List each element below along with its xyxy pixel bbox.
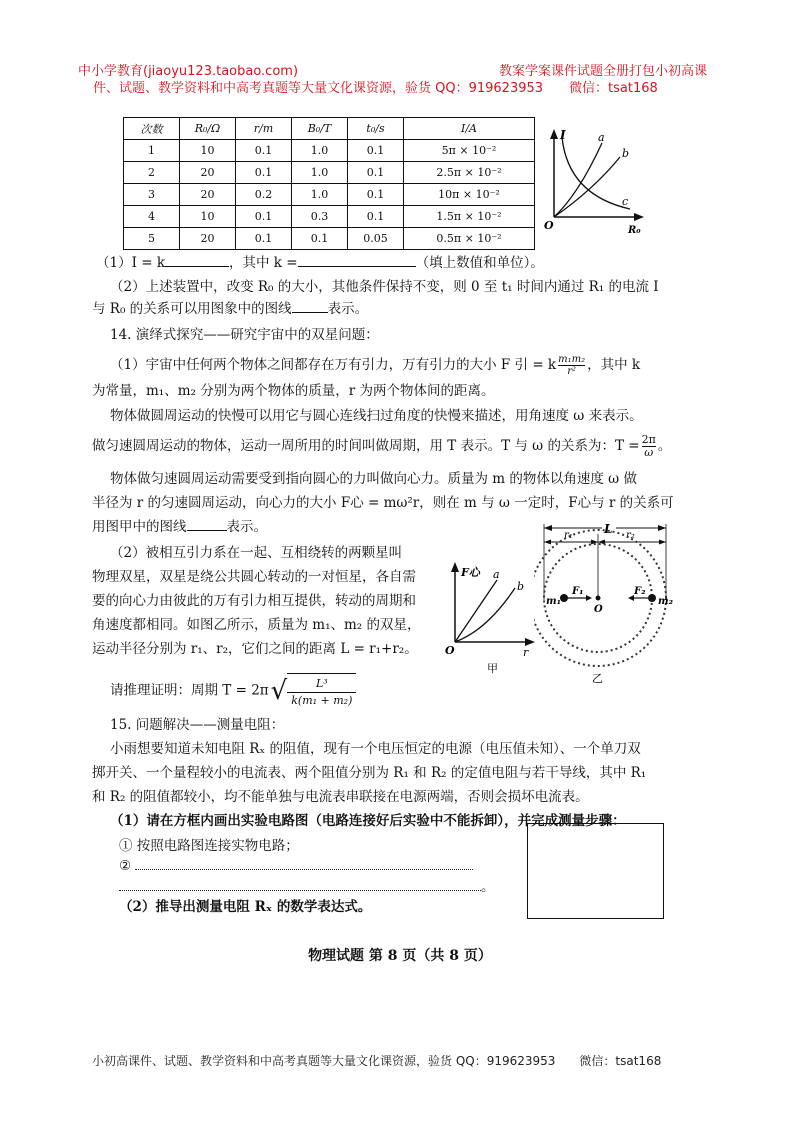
- x-label: R₀: [628, 225, 641, 236]
- table-row: [124, 140, 535, 162]
- q14-title: 14. 演绎式探究——研究宇宙中的双星问题：: [110, 327, 379, 343]
- numerator: m₁m₂: [558, 354, 586, 365]
- header-right: 教案学案课件试题全册打包小初高课: [499, 64, 708, 79]
- text: （1）宇宙中任何两个物体之间都存在万有引力，万有引力的大小 F 引 = k: [110, 357, 557, 373]
- cell: 1.0: [292, 162, 348, 184]
- y-label: I: [560, 128, 566, 142]
- q14-p2: 物体做圆周运动的快慢可以用它与圆心连线扫过角度的快慢来描述，用角速度 ω 来表示。: [110, 408, 643, 424]
- q14-q2-line1: （2）被相互引力系在一起、互相绕转的两颗星叫: [110, 545, 403, 561]
- r2-label: r₂: [626, 530, 635, 541]
- q15-step-2-cont: [119, 878, 495, 896]
- q14-p1: [110, 354, 640, 377]
- denominator: ω: [644, 446, 654, 459]
- text: （填上数值和单位）。: [415, 255, 544, 271]
- q15-p3: 和 R₂ 的阻值都较小，均不能单独与电流表串联接在电源两端，否则会损坏电流表。: [92, 789, 589, 805]
- q13-part1: [96, 254, 544, 272]
- text: 表示。: [226, 519, 267, 535]
- figure-yi: [534, 514, 684, 686]
- line-a: [455, 580, 497, 642]
- text: ，其中 k =: [229, 255, 298, 271]
- cell: 0.3: [292, 206, 348, 228]
- q13-part2-line1: （2）上述装置中，改变 R₀ 的大小，其他条件保持不变，则 0 至 t₁ 时间内通过 R₁ 的电流 I: [110, 279, 659, 295]
- text: 。: [481, 879, 495, 895]
- q14-q2-line2: 物理双星，双星是绕公共圆心转动的一对恒星，各自需: [92, 569, 416, 585]
- cell: 20: [180, 228, 236, 250]
- data-table: [123, 117, 535, 250]
- answer-blank: [292, 312, 328, 313]
- y-label: F心: [461, 566, 480, 579]
- curve-b: [554, 157, 620, 217]
- cell: 0.1: [348, 140, 404, 162]
- star-m1: [560, 594, 568, 602]
- cell: 0.1: [236, 140, 292, 162]
- m1-label: m₁: [546, 596, 561, 607]
- cell: 0.05: [348, 228, 404, 250]
- cell: 5π × 10⁻²: [404, 140, 535, 162]
- q13-part2-line2: [92, 300, 368, 318]
- th: r/m: [236, 118, 292, 140]
- answer-blank: [165, 266, 229, 267]
- cell: 20: [180, 184, 236, 206]
- label-b: b: [622, 147, 630, 160]
- x-label: r: [523, 646, 529, 659]
- cell: 1.0: [292, 184, 348, 206]
- cell: 3: [124, 184, 180, 206]
- text: （1）请在方框内画出实验电路图（电路连接好后实验中不能拆卸），: [110, 813, 518, 829]
- header-line2: 件、试题、教学资料和中高考真题等大量文化课资源，验货 QQ：919623953 微信：tsat168: [93, 81, 658, 96]
- cell: 0.1: [236, 162, 292, 184]
- origin-label: O: [544, 219, 554, 232]
- curve-c: [562, 137, 630, 209]
- q15-p1: 小雨想要知道未知电阻 Rₓ 的阻值，现有一个电压恒定的电源（电压值未知）、一个单刀双: [110, 741, 641, 757]
- th: 次数: [124, 118, 180, 140]
- text: （1）I = k: [96, 255, 165, 271]
- center-point: [596, 596, 601, 601]
- q15-part2: （2）推导出测量电阻 Rₓ 的数学表达式。: [119, 899, 372, 915]
- cell: 2: [124, 162, 180, 184]
- q14-p4: 物体做匀速圆周运动需要受到指向圆心的力叫做向心力。质量为 m 的物体以角速度 ω 做: [110, 471, 637, 487]
- text: 用图甲中的图线: [92, 519, 187, 535]
- numerator: 2π: [641, 433, 656, 446]
- cell: 10π × 10⁻²: [404, 184, 535, 206]
- th: R₀/Ω: [180, 118, 236, 140]
- text: 做匀速圆周运动的物体，运动一周所用的时间叫做周期，用 T 表示。T 与 ω 的关系为：T =: [92, 438, 640, 454]
- text: ②: [119, 858, 132, 874]
- th: B₀/T: [292, 118, 348, 140]
- text: 请推理证明：周期 T = 2π: [110, 682, 269, 699]
- m2-label: m₂: [658, 596, 673, 607]
- q14-p5: 半径为 r 的匀速圆周运动，向心力的大小 F心 = mω²r，则在 m 与 ω 一定时，F心与 r 的关系可: [92, 495, 674, 511]
- cell: 20: [180, 162, 236, 184]
- cell: 0.1: [236, 206, 292, 228]
- table-row: [124, 206, 535, 228]
- cell: 1.0: [292, 140, 348, 162]
- q14-proof: [110, 673, 356, 709]
- cell: 10: [180, 206, 236, 228]
- label-a: a: [598, 131, 605, 144]
- text: 表示。: [327, 301, 369, 317]
- label-c: c: [622, 195, 629, 208]
- q14-p6: [92, 518, 267, 536]
- cell: 0.1: [292, 228, 348, 250]
- label-a: a: [493, 568, 500, 581]
- cell: 0.1: [348, 162, 404, 184]
- answer-blank: [187, 530, 227, 531]
- sqrt-icon: √: [270, 676, 288, 706]
- L-label: L: [604, 522, 613, 536]
- q14-q2-line3: 要的向心力由彼此的万有引力相互提供，转动的周期和: [92, 593, 416, 609]
- denominator: k(m₁ + m₂): [291, 694, 353, 707]
- cell: 0.2: [236, 184, 292, 206]
- table-header-row: [124, 118, 535, 140]
- text: 与 R₀ 的关系可以用图象中的图线: [92, 301, 292, 317]
- q15-title: 15. 问题解决——测量电阻：: [110, 717, 285, 733]
- text: 。: [657, 438, 672, 454]
- q15-p2: 掷开关、一个量程较小的电流表、两个阻值分别为 R₁ 和 R₂ 的定值电阻与若干导线，其中 R₁: [92, 765, 647, 781]
- table-row: [124, 184, 535, 206]
- curve-b: [455, 588, 515, 642]
- th: I/A: [404, 118, 535, 140]
- bottom-ad: 小初高课件、试题、教学资料和中高考真题等大量文化课资源，验货 QQ：919623953 微信：tsat168: [92, 1054, 662, 1068]
- sqrt-expression: [271, 673, 357, 709]
- denominator: r²: [567, 366, 577, 377]
- cell: 1: [124, 140, 180, 162]
- fraction: [558, 354, 585, 377]
- figure-jia: [437, 560, 537, 678]
- F1-label: F₁: [572, 586, 584, 597]
- origin-label: O: [445, 644, 455, 657]
- text: ，其中 k: [587, 357, 641, 373]
- table-row: [124, 228, 535, 250]
- cell: 5: [124, 228, 180, 250]
- answer-line: [135, 869, 473, 870]
- q14-p3: [92, 434, 671, 459]
- cell: 4: [124, 206, 180, 228]
- F2-label: F₂: [634, 586, 646, 597]
- graph-i-r0: [538, 125, 650, 237]
- answer-line: [119, 890, 481, 891]
- q14-q2-line4: 角速度都相同。如图乙所示，质量为 m₁、m₂ 的双星，: [92, 617, 421, 633]
- numerator: L³: [287, 676, 356, 693]
- th: t₀/s: [348, 118, 404, 140]
- answer-blank: [298, 266, 416, 267]
- fraction: [287, 673, 356, 709]
- page-footer: 物理试题 第 8 页（共 8 页）: [308, 948, 492, 964]
- cell: 0.5π × 10⁻²: [404, 228, 535, 250]
- cell: 0.1: [236, 228, 292, 250]
- label-b: b: [517, 580, 525, 593]
- q14-p1-cont: 为常量，m₁、m₂ 分别为两个物体的质量，r 为两个物体间的距离。: [92, 383, 495, 399]
- cell: 0.1: [348, 206, 404, 228]
- O-label: O: [594, 604, 603, 615]
- star-m2: [648, 594, 656, 602]
- cell: 2.5π × 10⁻²: [404, 162, 535, 184]
- header-left: 中小学教育(jiaoyu123.taobao.com): [78, 64, 299, 79]
- circuit-diagram-box: [527, 823, 664, 919]
- text: 并完成测量步骤：: [517, 813, 626, 829]
- q14-q2-line5: 运动半径分别为 r₁、r₂，它们之间的距离 L = r₁+r₂。: [92, 641, 418, 657]
- table-row: [124, 162, 535, 184]
- q15-step-1: ① 按照电路图连接实物电路；: [119, 838, 299, 854]
- fraction: [642, 434, 656, 459]
- r1-label: r₁: [564, 530, 573, 541]
- cell: 10: [180, 140, 236, 162]
- cell: 0.1: [348, 184, 404, 206]
- q15-step-2: [119, 857, 473, 875]
- cell: 1.5π × 10⁻²: [404, 206, 535, 228]
- caption: 甲: [487, 662, 498, 675]
- caption: 乙: [592, 672, 603, 685]
